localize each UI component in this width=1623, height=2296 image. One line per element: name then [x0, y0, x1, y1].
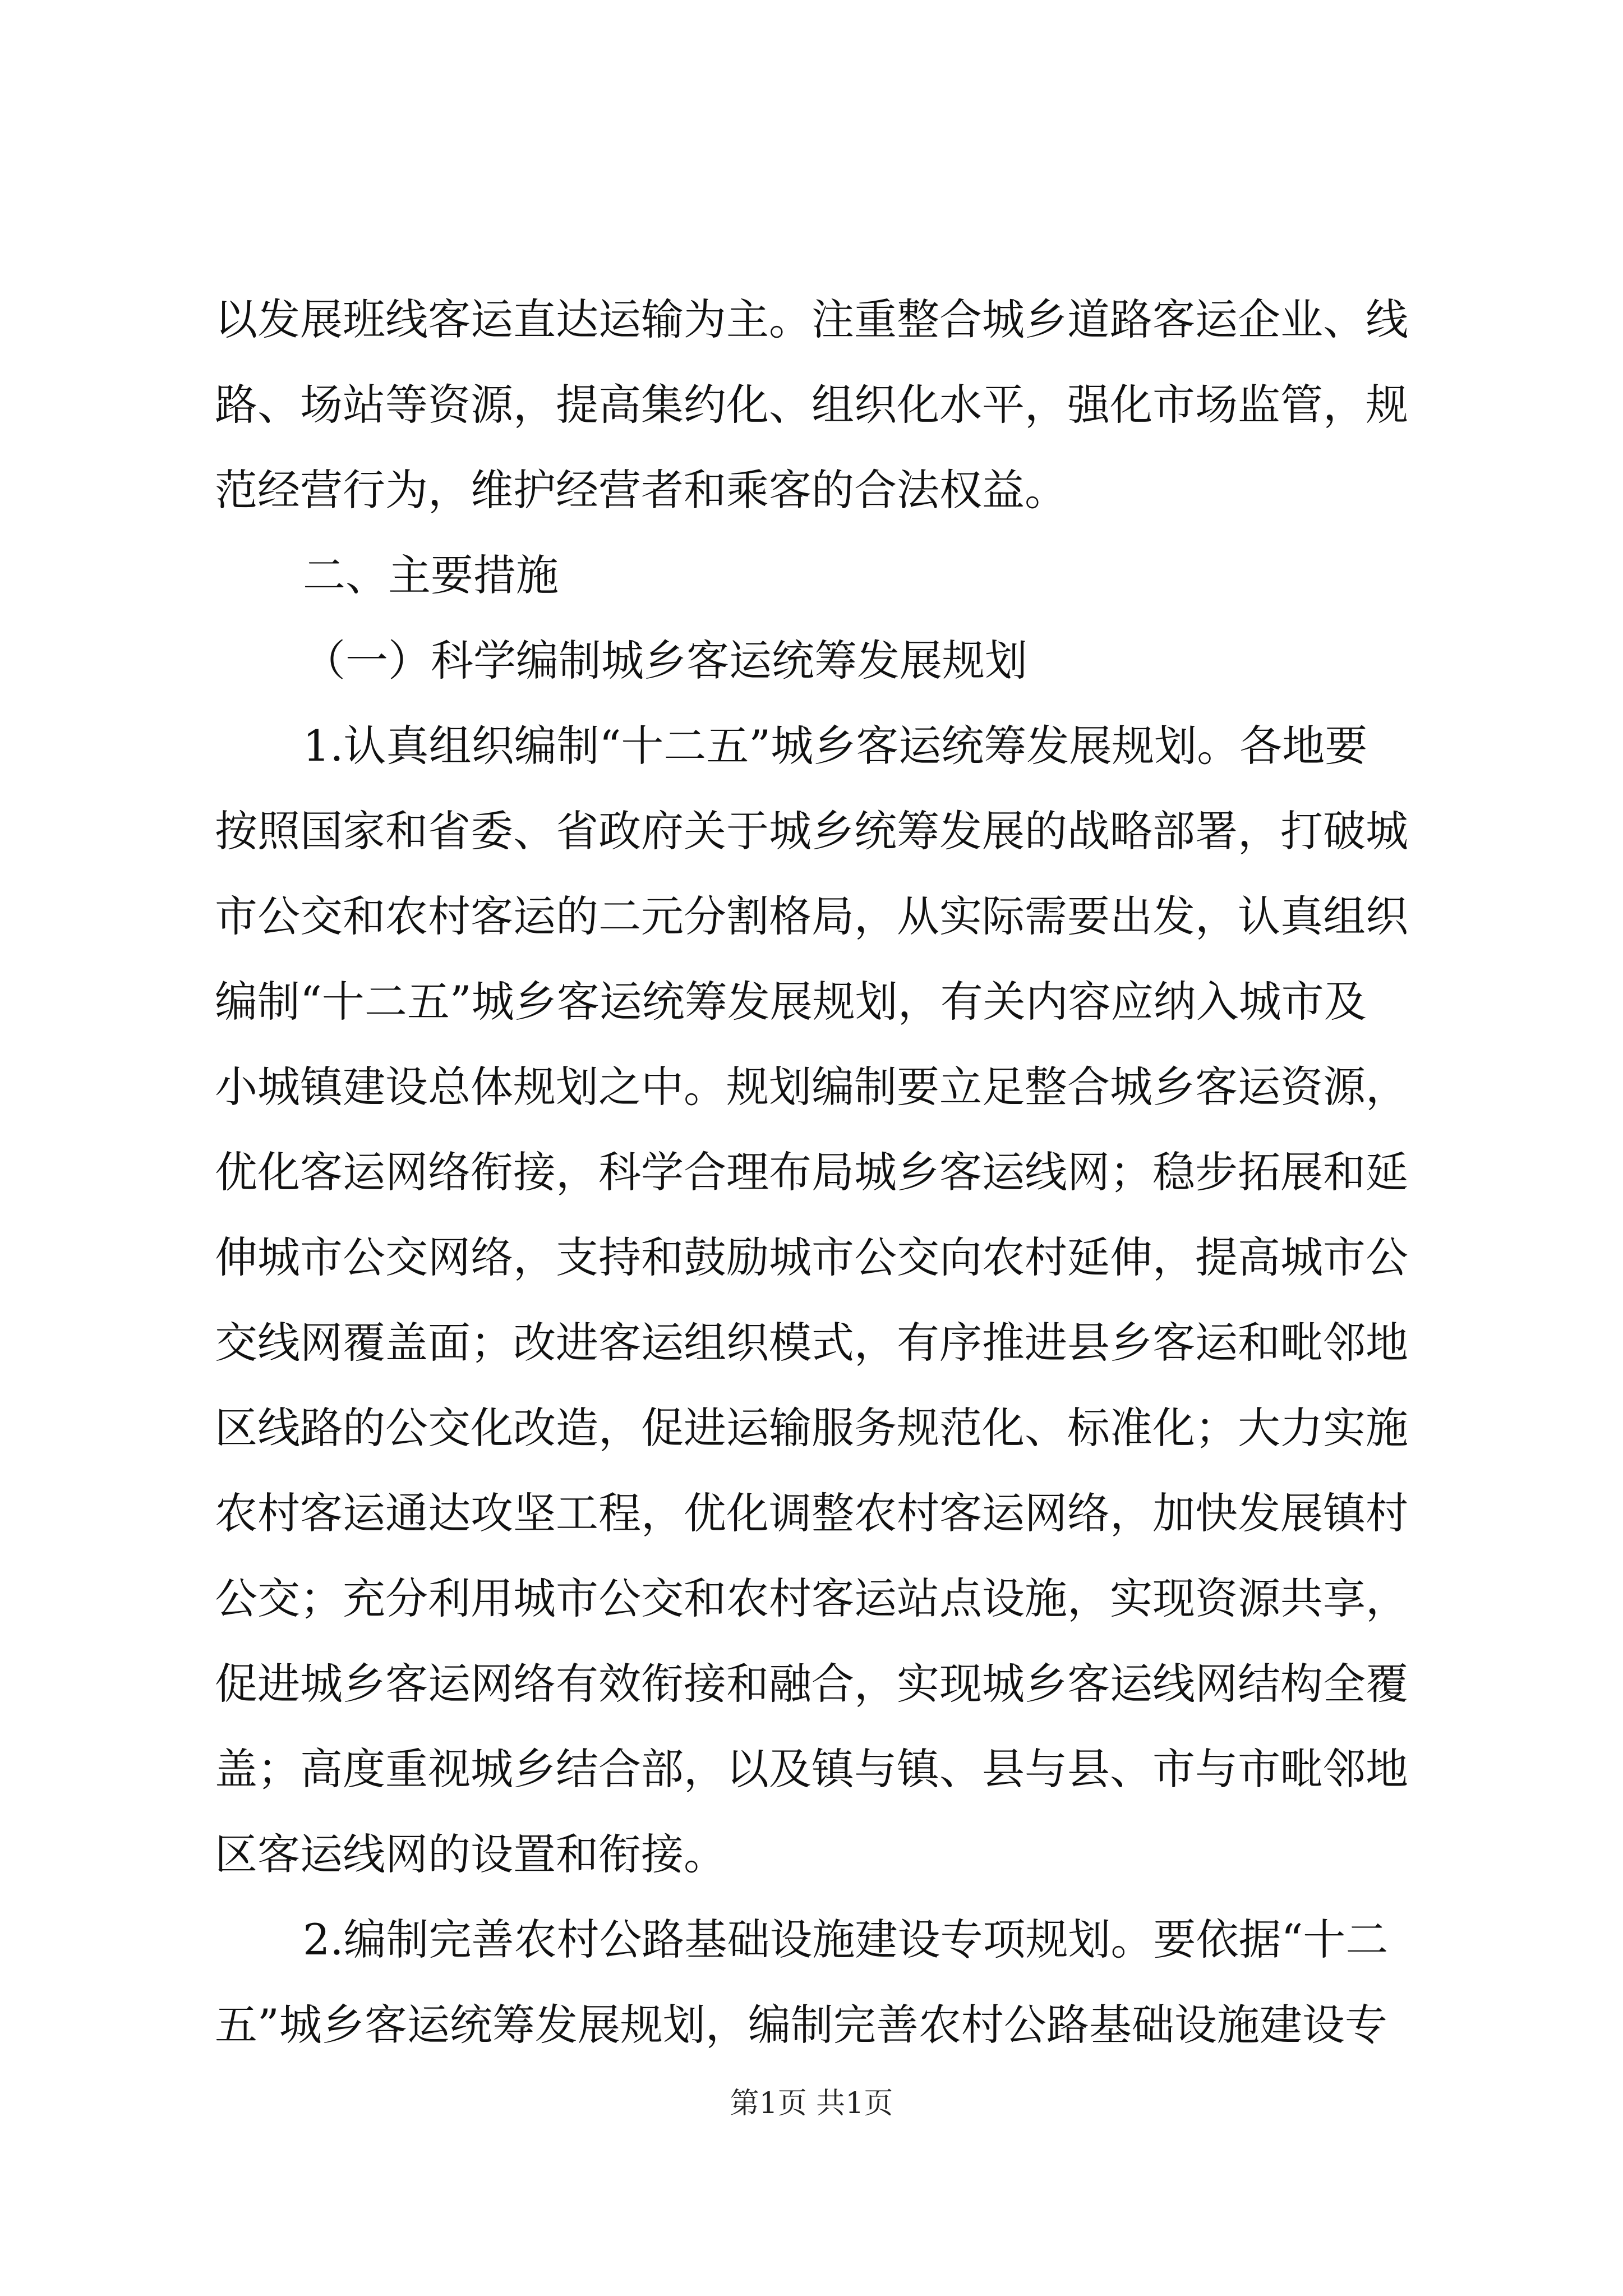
body-text-line: 2.编制完善农村公路基础设施建设专项规划。要依据“十二	[303, 1915, 1389, 1964]
page-footer: 第1页 共1页	[730, 2087, 893, 2120]
body-text-line: 以发展班线客运直达运输为主。注重整合城乡道路客运企业、线	[215, 295, 1408, 344]
body-text-line: 路、场站等资源，提高集约化、组织化水平，强化市场监管，规	[215, 380, 1408, 430]
body-text-line: 公交；充分利用城市公交和农村客运站点设施，实现资源共享，	[215, 1573, 1408, 1623]
subsection-heading: （一）科学编制城乡客运统筹发展规划	[303, 636, 1027, 685]
body-text-line: 按照国家和省委、省政府关于城乡统筹发展的战略部署，打破城	[215, 806, 1408, 856]
body-text-line: 小城镇建设总体规划之中。规划编制要立足整合城乡客运资源，	[215, 1062, 1408, 1112]
body-text-line: 五”城乡客运统筹发展规划，编制完善农村公路基础设施建设专	[215, 2000, 1387, 2050]
body-text-line: 市公交和农村客运的二元分割格局，从实际需要出发，认真组织	[215, 891, 1408, 941]
body-text-line: 交线网覆盖面；改进客运组织模式，有序推进县乡客运和毗邻地	[215, 1318, 1408, 1368]
body-text-line: 区线路的公交化改造，促进运输服务规范化、标准化；大力实施	[215, 1403, 1408, 1453]
body-text-line: 1.认真组织编制“十二五”城乡客运统筹发展规划。各地要	[303, 721, 1368, 771]
body-text-line: 优化客运网络衔接，科学合理布局城乡客运线网；稳步拓展和延	[215, 1147, 1408, 1197]
body-text-line: 范经营行为，维护经营者和乘客的合法权益。	[215, 465, 1067, 515]
body-text-line: 区客运线网的设置和衔接。	[215, 1829, 726, 1879]
body-text-line: 盖；高度重视城乡结合部，以及镇与镇、县与县、市与市毗邻地	[215, 1744, 1408, 1794]
section-heading: 二、主要措施	[303, 550, 559, 600]
body-text-line: 编制“十二五”城乡客运统筹发展规划，有关内容应纳入城市及	[215, 977, 1367, 1027]
body-text-line: 农村客运通达攻坚工程，优化调整农村客运网络，加快发展镇村	[215, 1488, 1408, 1538]
body-text-line: 伸城市公交网络，支持和鼓励城市公交向农村延伸，提高城市公	[215, 1232, 1408, 1282]
body-text-line: 促进城乡客运网络有效衔接和融合，实现城乡客运线网结构全覆	[215, 1659, 1408, 1709]
